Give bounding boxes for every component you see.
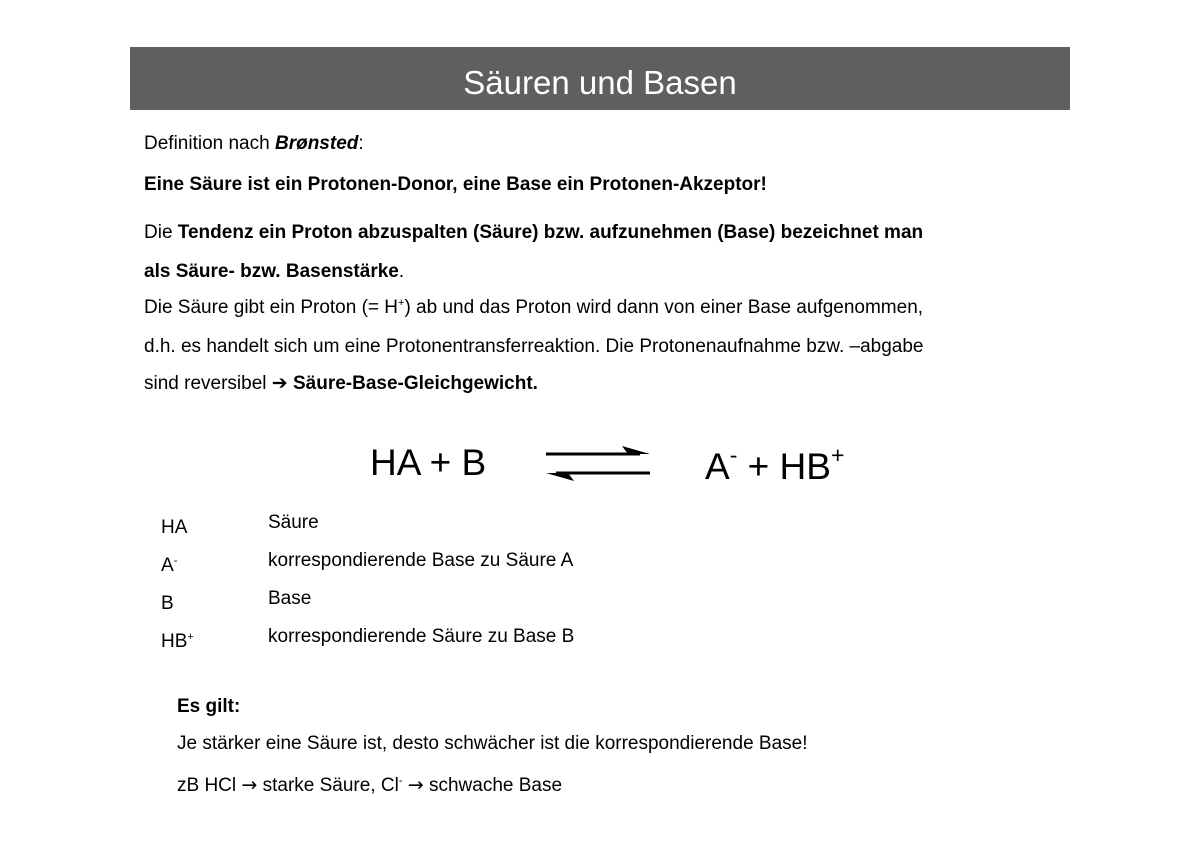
definition-description: korrespondierende Base zu Säure A [268,550,574,571]
arrow-right-icon: → [407,774,424,796]
equation-hb: + HB [737,446,831,487]
page-title: Säuren und Basen [130,47,1070,110]
equilibrium-equation [370,437,890,497]
definition-description: Säure [268,512,319,533]
tendency-bold-1: Tendenz ein Proton abzuspalten (Säure) bzw. aufzunehmen (Base) bezeichnet man [177,222,924,243]
explanation-line-2: d.h. es handelt sich um eine Protonentransferreaktion. Die Protonenaufnahme bzw. –abgabe [144,336,924,357]
definition-symbol: B [161,593,174,614]
definition-statement: Eine Säure ist ein Protonen-Donor, eine Base ein Protonen-Akzeptor! [144,174,767,195]
tendency-bold-2: als Säure- bzw. Basenstärke [144,261,399,282]
definition-description: Base [268,588,312,609]
rule-statement: Je stärker eine Säure ist, desto schwächer ist die korrespondierende Base! [177,733,808,754]
equation-a: A [705,446,730,487]
tendency-suffix: . [398,261,405,282]
explanation-3-prefix: sind reversibel [144,373,272,394]
definition-symbol: HB+ [161,631,194,652]
equation-right [705,442,844,488]
tendency-prefix: Die [144,222,178,243]
explanation-1a: Die Säure gibt ein Proton (= H [144,297,398,318]
equilibrium-label: Säure-Base-Gleichgewicht. [287,373,538,394]
tendency-line-1 [144,222,923,244]
bronsted-name: Brønsted [274,133,359,154]
tendency-line-2 [144,261,404,283]
rule-block [177,692,808,803]
definition-suffix: : [358,133,364,154]
definition-symbol: A- [161,555,178,576]
rule-heading: Es gilt: [177,696,241,717]
arrow-right-icon: → [241,774,258,796]
explanation-line-3 [144,372,538,395]
definition-prefix: Definition nach [144,133,275,154]
explanation-1b: ) ab und das Proton wird dann von einer Base aufgenommen, [404,297,924,318]
equilibrium-arrows-icon [544,441,654,485]
equation-left: HA + B [370,442,487,483]
arrow-right-icon: ➔ [271,372,288,394]
rule-example: zB HCl → starke Säure, Cl- → schwache Base [177,774,563,796]
definition-symbol: HA [161,517,188,538]
equation-hb-charge: + [830,442,845,468]
explanation-line-1 [144,297,923,319]
proton-charge: + [398,297,405,309]
equation-a-charge: - [729,442,738,468]
chloride-charge: - [398,775,403,787]
definition-line [144,133,364,155]
definition-description: korrespondierende Säure zu Base B [268,626,575,647]
